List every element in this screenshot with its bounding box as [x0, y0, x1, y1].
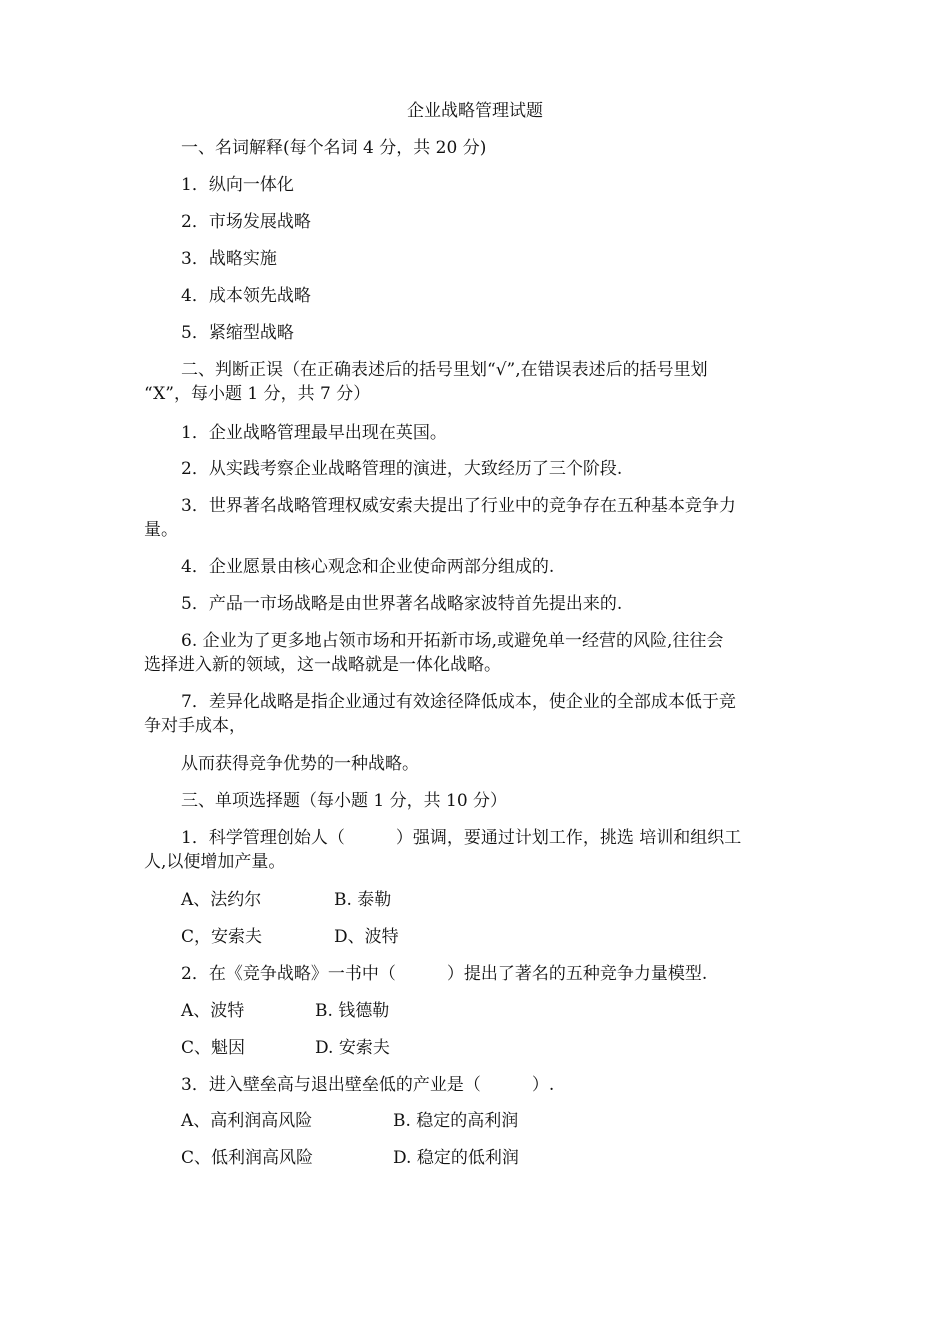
- question3-option-c: C、低利润高风险: [181, 1148, 314, 1168]
- section2-item-6-line2: 选择进入新的领域，这一战略就是一体化战略。: [144, 655, 501, 675]
- section1-item-4: 4．成本领先战略: [181, 286, 311, 306]
- section2-continuation: 从而获得竞争优势的一种战略。: [181, 754, 419, 774]
- section2-item-3-line2: 量。: [144, 520, 178, 540]
- question1-option-b: B. 泰勒: [334, 890, 392, 910]
- section2-item-4: 4．企业愿景由核心观念和企业使命两部分组成的.: [181, 557, 555, 577]
- section2-item-1: 1．企业战略管理最早出现在英国。: [181, 423, 447, 443]
- section2-item-6-line1: 6. 企业为了更多地占领市场和开拓新市场,或避免单一经营的风险,往往会: [181, 631, 724, 651]
- section3-heading: 三、单项选择题（每小题 1 分，共 10 分）: [181, 791, 508, 811]
- question1-line1: 1．科学管理创始人（ ）强调，要通过计划工作，挑选 培训和组织工: [181, 828, 742, 848]
- question3-line1: 3．进入壁垒高与退出壁垒低的产业是（ ）.: [181, 1075, 555, 1095]
- question2-option-c: C、魁因: [181, 1038, 246, 1058]
- section2-item-3-line1: 3．世界著名战略管理权威安索夫提出了行业中的竞争存在五种基本竞争力: [181, 496, 736, 516]
- question1-option-c: C，安索夫: [181, 927, 263, 947]
- document-title: 企业战略管理试题: [407, 101, 543, 121]
- question2-option-d: D. 安索夫: [315, 1038, 390, 1058]
- section2-item-2: 2．从实践考察企业战略管理的演进，大致经历了三个阶段.: [181, 459, 623, 479]
- section2-item-5: 5．产品一市场战略是由世界著名战略家波特首先提出来的.: [181, 594, 623, 614]
- question2-line1: 2．在《竞争战略》一书中（ ）提出了著名的五种竞争力量模型.: [181, 964, 708, 984]
- section1-item-1: 1．纵向一体化: [181, 175, 294, 195]
- question1-line2: 人,以便增加产量。: [144, 852, 286, 872]
- section1-item-3: 3．战略实施: [181, 249, 277, 269]
- question3-option-a: A、高利润高风险: [181, 1111, 313, 1131]
- section1-item-5: 5．紧缩型战略: [181, 323, 294, 343]
- section1-heading: 一、名词解释(每个名词 4 分，共 20 分): [181, 138, 487, 158]
- question1-option-d: D、波特: [334, 927, 399, 947]
- question3-option-b: B. 稳定的高利润: [393, 1111, 519, 1131]
- question1-option-a: A、法约尔: [181, 890, 262, 910]
- question2-option-b: B. 钱德勒: [315, 1001, 390, 1021]
- section2-heading-line2: “X”，每小题 1 分，共 7 分）: [144, 384, 371, 404]
- question3-option-d: D. 稳定的低利润: [393, 1148, 519, 1168]
- section1-item-2: 2．市场发展战略: [181, 212, 311, 232]
- section2-item-7-line1: 7．差异化战略是指企业通过有效途径降低成本，使企业的全部成本低于竞: [181, 692, 736, 712]
- section2-heading-line1: 二、判断正误（在正确表述后的括号里划“√”,在错误表述后的括号里划: [181, 360, 708, 380]
- question2-option-a: A、波特: [181, 1001, 245, 1021]
- section2-item-7-line2: 争对手成本，: [144, 716, 246, 736]
